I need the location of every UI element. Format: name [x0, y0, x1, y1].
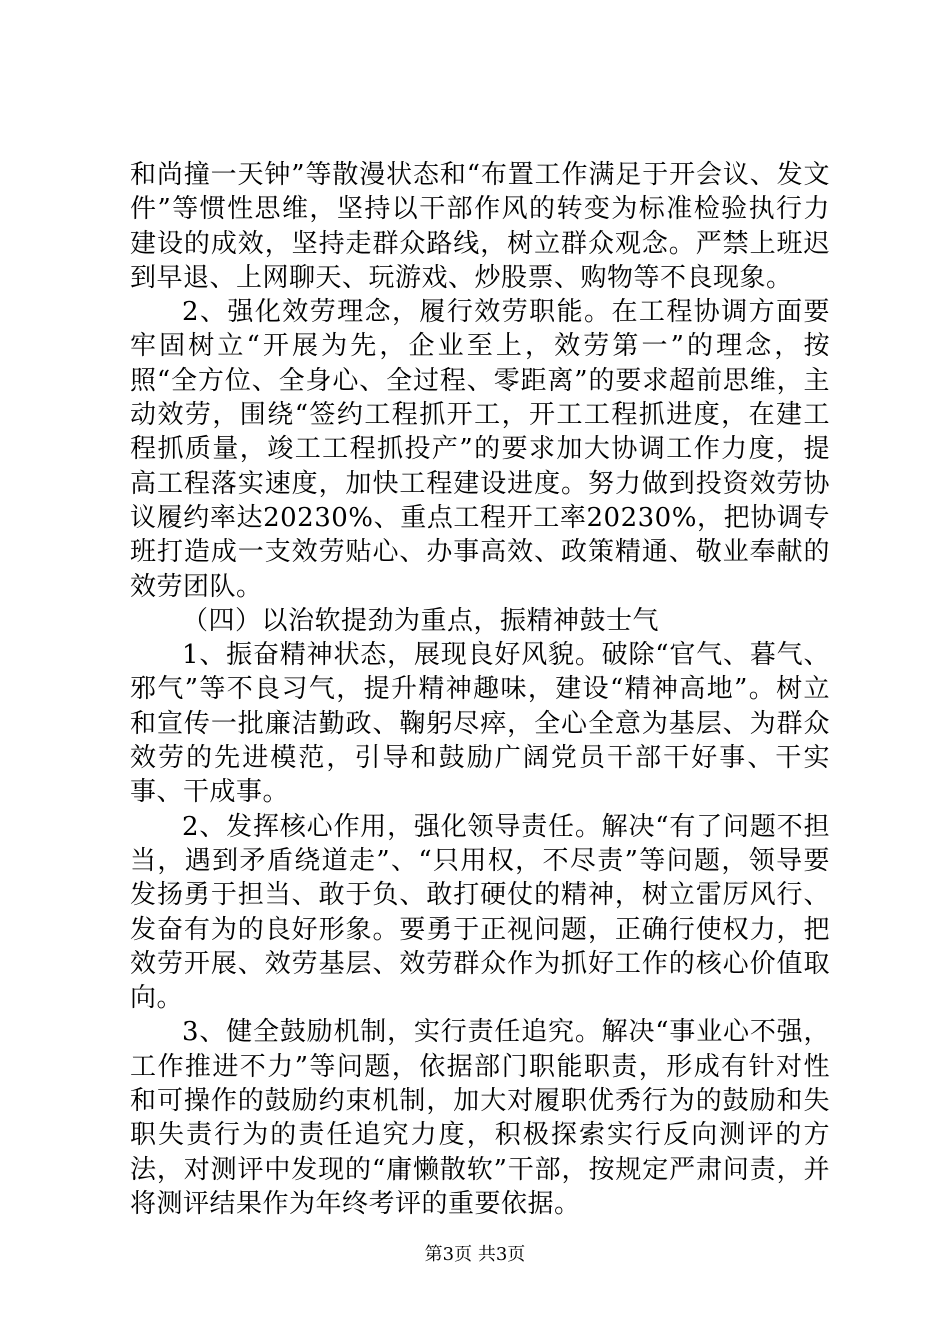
paragraph-incentive-mechanism: 3、健全鼓励机制，实行责任追究。解决“事业心不强，工作推进不力”等问题，依据部门职能职责，形成有针对性和可操作的鼓励约束机制，加大对履职优秀行为的鼓励和失职失责行为的责任追究力度，积极探索实行反向测评的方法，对测评中发现的“庸懒散软”干部，按规定严肃问责，并将测评结果作为年终考评的重要依据。	[130, 1017, 830, 1219]
paragraph-core-role: 2、发挥核心作用，强化领导责任。解决“有了问题不担当，遇到矛盾绕道走”、“只用权，不尽责”等问题，领导要发扬勇于担当、敢于负、敢打硬仗的精神，树立雷厉风行、发奋有为的良好形象。要勇于正视问题，正确行使权力，把效劳开展、效劳基层、效劳群众作为抓好工作的核心价值取向。	[130, 811, 830, 1014]
paragraph-continuation: 和尚撞一天钟”等散漫状态和“布置工作满足于开会议、发文件”等惯性思维，坚持以干部作风的转变为标准检验执行力建设的成效，坚持走群众路线，树立群众观念。严禁上班迟到早退、上网聊天、玩游戏、炒股票、购物等不良现象。	[130, 160, 830, 293]
paragraph-spirit-state: 1、振奋精神状态，展现良好风貌。破除“官气、暮气、邪气”等不良习气，提升精神趣味，建设“精神高地”。树立和宣传一批廉洁勤政、鞠躬尽瘁，全心全意为基层、为群众效劳的先进模范，引导和鼓励广阔党员干部干好事、干实事、干成事。	[130, 640, 830, 808]
paragraph-service-concept: 2、强化效劳理念，履行效劳职能。在工程协调方面要牢固树立“开展为先，企业至上，效劳第一”的理念，按照“全方位、全身心、全过程、零距离”的要求超前思维，主动效劳，围绕“签约工程抓开工，开工工程抓进度，在建工程抓质量，竣工工程抓投产”的要求加大协调工作力度，提高工程落实速度，加快工程建设进度。努力做到投资效劳协议履约率达20230%、重点工程开工率20230%，把协调专班打造成一支效劳贴心、办事高效、政策精通、敬业奉献的效劳团队。	[130, 297, 830, 602]
page-number-footer: 第3页 共3页	[424, 1244, 526, 1265]
section-heading: （四）以治软提劲为重点，振精神鼓士气	[182, 605, 660, 636]
document-body	[130, 158, 830, 1221]
